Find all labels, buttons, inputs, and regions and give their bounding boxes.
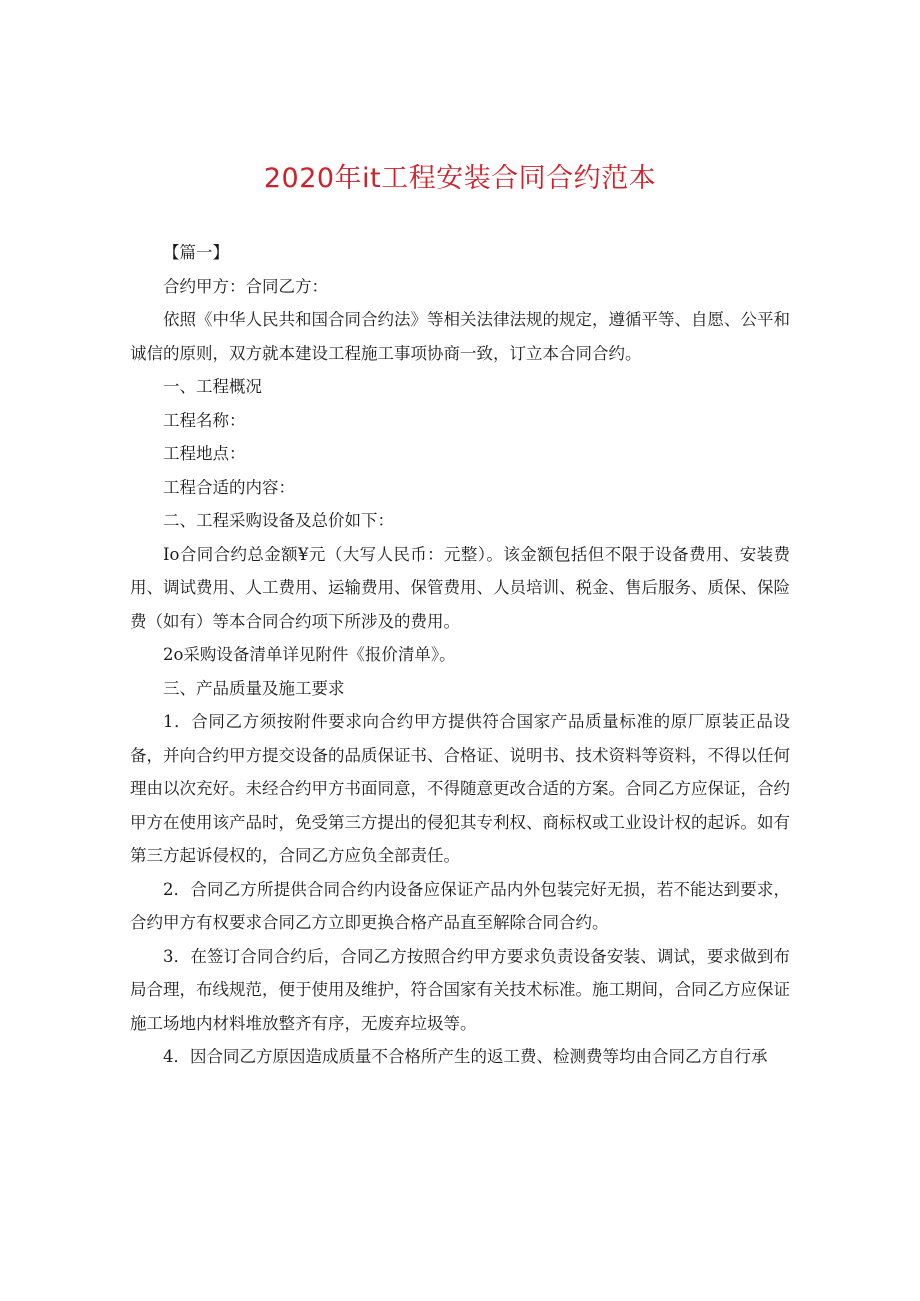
clause-4-paragraph: 4．因合同乙方原因造成质量不合格所产生的返工费、检测费等均由合同乙方自行承 xyxy=(163,1047,768,1066)
project-name-line: 工程名称： xyxy=(163,410,246,430)
equipment-list-line: 2o采购设备清单详见附件《报价清单》。 xyxy=(163,645,456,664)
project-location-line: 工程地点： xyxy=(163,444,246,463)
document-body xyxy=(130,236,790,1074)
parties-line: 合约甲方：合同乙方： xyxy=(163,276,328,296)
clause-1-paragraph: 1．合同乙方须按附件要求向合约甲方提供符合国家产品质量标准的原厂原装正品设备，并向合约甲方提交设备的品质保证书、合格证、说明书、技术资料等资料，不得以任何理由以次充好。未经合约甲方书面同意，不得随意更改合适的方案。合同乙方应保证，合约甲方在使用该产品时，免受第三方提出的侵犯其专利权、商标权或工业设计权的起诉。如有第三方起诉侵权的，合同乙方应负全部责任。 xyxy=(130,712,790,865)
heading-equipment-price: 二、工程采购设备及总价如下： xyxy=(163,511,394,530)
clause-2-paragraph: 2．合同乙方所提供合同合约内设备应保证产品内外包装完好无损，若不能达到要求，合约甲方有权要求合同乙方立即更换合格产品直至解除合同合约。 xyxy=(130,879,790,932)
project-content-line: 工程合适的内容： xyxy=(163,477,295,497)
heading-quality-requirements: 三、产品质量及施工要求 xyxy=(163,678,345,698)
preamble-paragraph: 依照《中华人民共和国合同合约法》等相关法律法规的规定，遵循平等、自愿、公平和诚信的原则，双方就本建设工程施工事项协商一致，订立本合同合约。 xyxy=(130,310,790,363)
document-title: 2020年it工程安装合同合约范本 xyxy=(263,163,657,194)
total-amount-paragraph: Io合同合约总金额¥元（大写人民币：元整）。该金额包括但不限于设备费用、安装费用、调试费用、人工费用、运输费用、保管费用、人员培训、税金、售后服务、质保、保险费（如有）等本合同合约项下所涉及的费用。 xyxy=(130,544,790,631)
section-label: 【篇一】 xyxy=(163,243,229,262)
clause-3-paragraph: 3．在签订合同合约后，合同乙方按照合约甲方要求负责设备安装、调试，要求做到布局合理，布线规范，便于使用及维护，符合国家有关技术标准。施工期间，合同乙方应保证施工场地内材料堆放整齐有序，无废弃垃圾等。 xyxy=(130,946,790,1033)
heading-project-overview: 一、工程概况 xyxy=(163,377,262,396)
